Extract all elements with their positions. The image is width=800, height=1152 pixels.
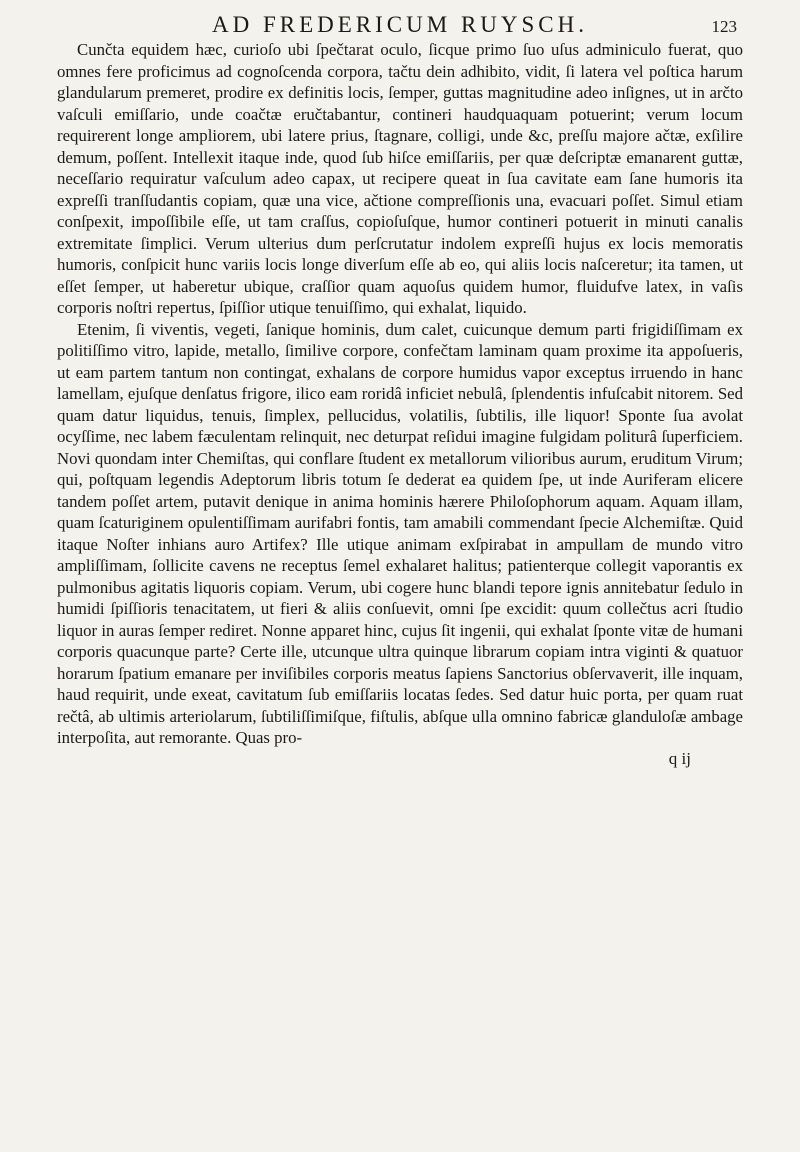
page-number: 123 bbox=[711, 17, 737, 36]
running-head: AD FREDERICUM RUYSCH. bbox=[211, 12, 588, 37]
signature-mark: q ij bbox=[668, 748, 691, 768]
page-header bbox=[57, 12, 743, 38]
paragraph: Cunčta equidem hæc, curioſo ubi ſpečtarat oculo, ſicque primo ſuo uſus adminiculo fuerat, quo omnes fere proficimus ad cognoſcenda corpora, tačtu dein adhibito, vidit, ſi latera vel poſtica harum glandularum premeret, prodire ex definitis locis, ſemper, guttas magnitudine adeo inſignes, ut in arčto vaſculi emiſſario, unde coačtæ eručtabantur, contineri haudquaquam potuerint; verum locum requirerent longe ampliorem, ubi latere prius, ſtagnare, colligi, unde &c, preſſu majore ačtæ, exſilire demum, poſſent. Intellexit itaque inde, quod ſub hiſce emiſſariis, per quæ deſcriptæ emanarent guttæ, neceſſario requiratur vaſculum adeo capax, ut recipere queat in ſua cavitate eam ſane humoris ita expreſſi tranſſudantis copiam, quæ una vice, ačtione compreſſionis una, evacuari poſſet. Simul etiam conſpexit, impoſſibile eſſe, ut tam craſſus, copioſuſque, humor contineri potuerit in minuti canalis extremitate ſimplici. Verum ulterius dum perſcrutatur indolem expreſſi hujus ex locis memoratis humoris, conſpicit hunc variis locis longe diverſum eſſe ab eo, qui aliis locis naſceretur; ita tamen, ut eſſet ſemper, ut haberetur ubique, craſſior quam aquoſus quidem humor, fluidufve latex, in vaſis corporis noſtri repertus, ſpiſſior utique tenuiſſimo, qui exhalat, liquido. bbox=[57, 40, 743, 317]
body-text bbox=[57, 39, 743, 749]
paragraph: Etenim, ſi viventis, vegeti, ſanique hominis, dum calet, cuicunque demum parti frigidiſſimam ex politiſſimo vitro, lapide, metallo, ſimilive corpore, confečtam laminam quam proxime ita appoſueris, ut eam partem tantum non contingat, exhalans de corpore humidus vapor exceptus irruendo in hanc lamellam, ejuſque denſatus frigore, ilico eam roridâ inficiet nebulâ, ſplendentis infuſcabit nitorem. Sed quam datur liquidus, tenuis, ſimplex, pellucidus, volatilis, ſubtilis, ille liquor! Sponte ſua avolat ocyſſime, nec labem fæculentam relinquit, nec deturpat reſidui imagine fulgidam politurâ ſuperficiem. Novi quondam inter Chemiſtas, qui conflare ſtudent ex metallorum vilioribus aurum, eruditum Virum; qui, poſtquam legendis Adeptorum libris totum ſe dederat ea quidem ſpe, ut inde Auriferam elicere tandem poſſet artem, putavit denique in anima hominis hærere Philoſophorum aquam. Aquam illam, quam ſcaturiginem opulentiſſimam aurifabri fontis, tam amabili commendant ſpecie Alchemiſtæ. Quid itaque Noſter inhians auro Artifex? Ille utique animam exſpirabat in ampullam de mundo vitro ampliſſimam, ſollicite cavens ne receptus ſemel exhalaret halitus; patienterque collegit vaporantis ex pulmonibus agitatis liquoris copiam. Verum, ubi cogere hunc blandi tepore ignis annitebatur ſedulo in humidi ſpiſſioris tenacitatem, ut fieri & aliis conſuevit, omni ſpe excidit: quum collečtus acri ſtudio liquor in auras ſemper rediret. Nonne apparet hinc, cujus ſit ingenii, qui exhalat ſponte vitæ de humani corporis quacunque parte? Certe ille, utcunque ultra quinque librarum copiam intra viginti & quatuor horarum ſpatium emanare per inviſibiles corporis meatus ſapiens Sanctorius obſervaverit, ille inquam, haud requirit, unde exeat, cavitatum ſub emiſſariis locatas ſedes. Sed datur huic porta, per quam ruat rečtâ, ab ultimis arteriolarum, ſubtiliſſimiſque, fiſtulis, abſque ulla omnino fabricæ glanduloſæ ambage interpoſita, aut remorante. Quas pro- bbox=[57, 319, 743, 747]
